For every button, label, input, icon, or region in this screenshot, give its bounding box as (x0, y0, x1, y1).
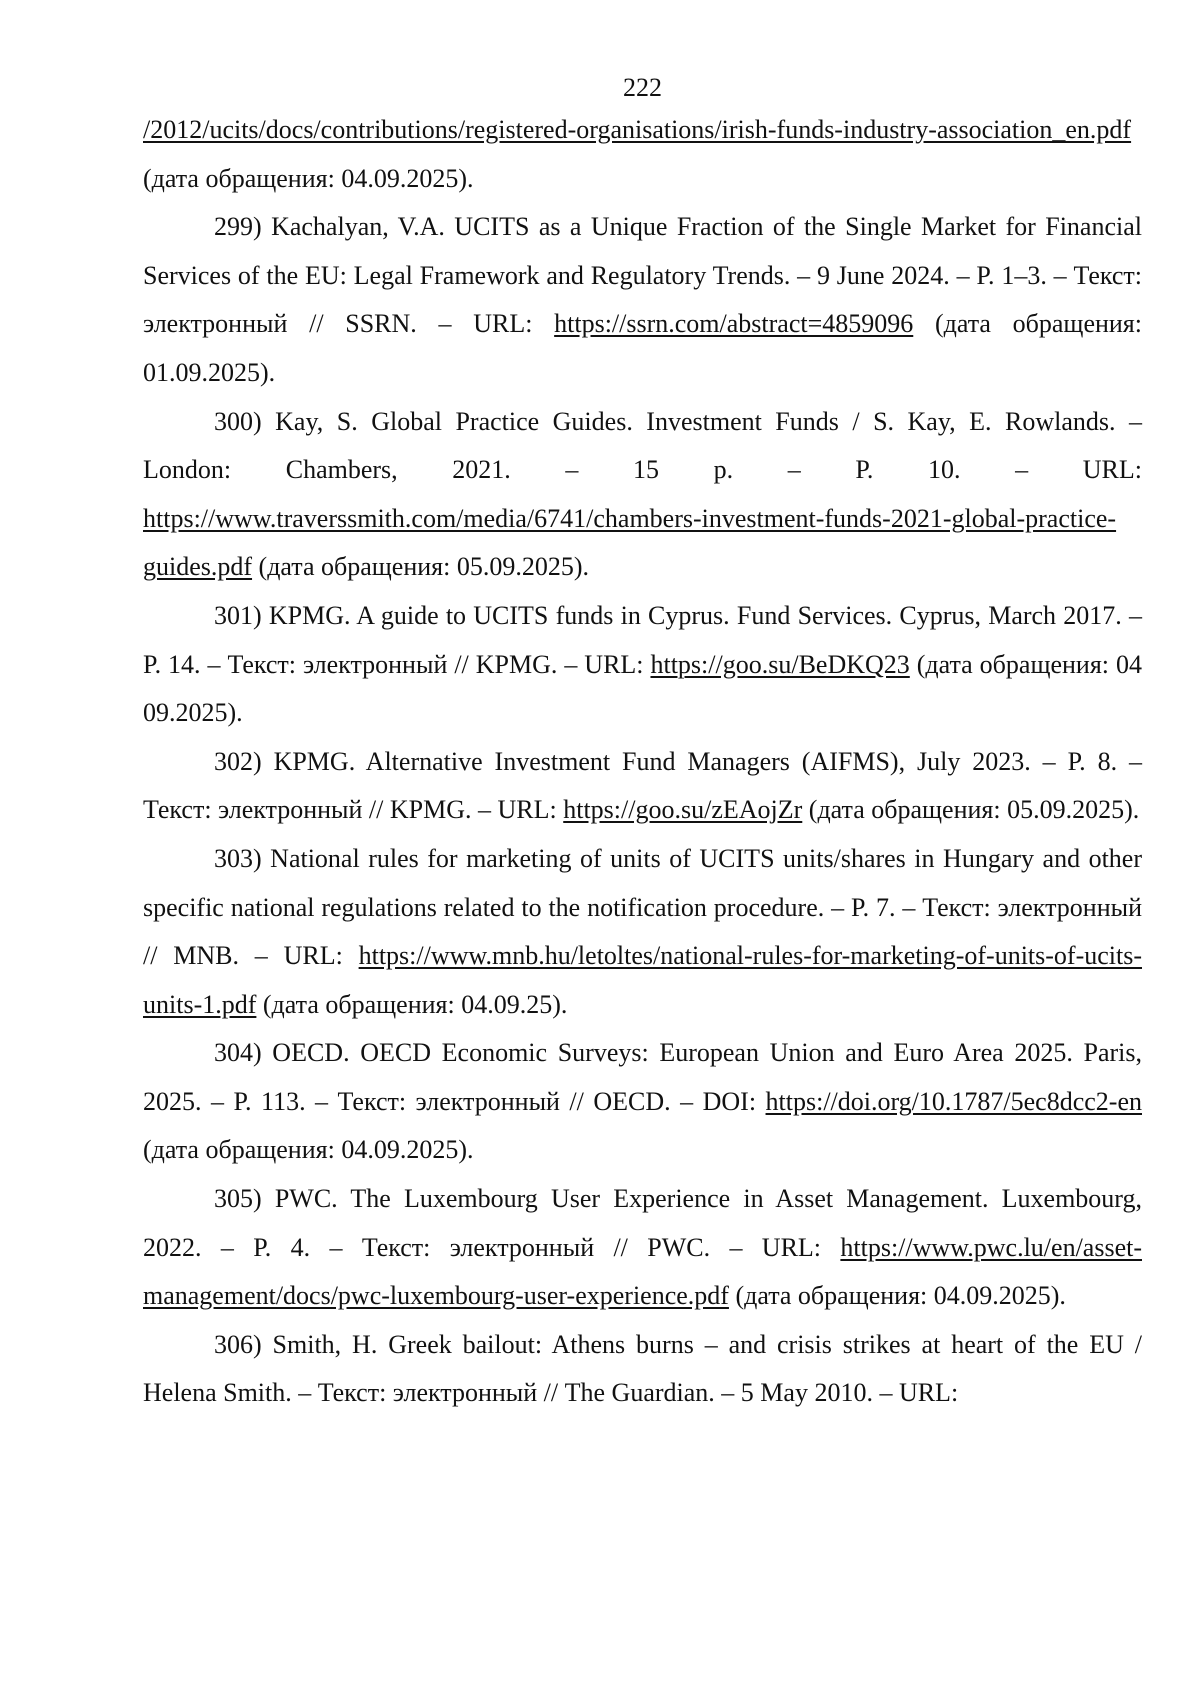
reference-text: (дата обращения: 01.09.2025). (143, 309, 1142, 387)
reference-text: (дата обращения: 04.09.2025). (143, 163, 474, 193)
reference-text: 305) PWC. The Luxembourg User Experience in Asset Management. Luxembourg, 2022. – P. 4. – Текст: электронный // PWC. – URL: (143, 1184, 1142, 1262)
reference-text: 301) KPMG. A guide to UCITS funds in Cyprus. Fund Services. Cyprus, March 2017. – P. 14. – Текст: электронный // KPMG. – URL: (143, 600, 1142, 679)
reference-link[interactable]: https://ssrn.com/abstract=4859096 (554, 309, 914, 339)
reference-link[interactable]: https://goo.su/BeDKQ23 (650, 649, 910, 679)
reference-entry (143, 1175, 1142, 1321)
reference-text: (дата обращения: 04.09.2025). (143, 1135, 474, 1165)
reference-text: 299) Kachalyan, V.A. UCITS as a Unique Fraction of the Single Market for Financial Services of the EU: Legal Framework and Regulatory Trends. – 9 June 2024. – P. 1–3. – Текст: электронный // SSRN. – URL: (143, 212, 1142, 339)
reference-link[interactable]: /2012/ucits/docs/contributions/registered-organisations/irish-funds-industry-association_en.pdf (143, 115, 1132, 144)
reference-text: 303) National rules for marketing of units of UCITS units/shares in Hungary and other specific national regulations related to the notification procedure. – P. 7. – Текст: электронный // MNB. – URL: (143, 843, 1142, 971)
reference-entry (143, 835, 1142, 1029)
reference-link[interactable]: https://doi.org/10.1787/5ec8dcc2-en (765, 1086, 1142, 1116)
reference-link[interactable]: https://goo.su/zEAojZr (563, 795, 803, 825)
reference-text: (дата обращения: 05.09.2025). (252, 552, 590, 582)
reference-continuation (143, 106, 1142, 203)
reference-list (143, 106, 1142, 1418)
reference-link[interactable]: https://www.pwc.lu/en/asset-management/docs/pwc-luxembourg-user-experience.pdf (143, 1232, 1142, 1311)
reference-text: (дата обращения: 05.09.2025). (802, 795, 1140, 825)
reference-text: 304) OECD. OECD Economic Surveys: European Union and Euro Area 2025. Paris, 2025. – P. 113. – Текст: электронный // OECD. – DOI: (143, 1038, 1142, 1116)
page-number: 222 (623, 73, 662, 102)
reference-entry (143, 398, 1142, 592)
reference-text: 306) Smith, H. Greek bailout: Athens burns – and crisis strikes at heart of the EU / Helena Smith. – Текст: электронный // The Guardian. – 5 May 2010. – URL: (143, 1329, 1142, 1408)
reference-text: (дата обращения: 04 09.2025). (143, 649, 1142, 728)
reference-link[interactable]: https://www.mnb.hu/letoltes/national-rules-for-marketing-of-units-of-ucits-units-1.pdf (143, 941, 1142, 1019)
reference-text: 302) KPMG. Alternative Investment Fund Managers (AIFMS), July 2023. – P. 8. – Текст: электронный // KPMG. – URL: (143, 746, 1142, 825)
reference-entry (143, 203, 1142, 397)
reference-entry (143, 1321, 1142, 1418)
reference-text: 300) Kay, S. Global Practice Guides. Investment Funds / S. Kay, E. Rowlands. – London: Chambers, 2021. – 15 p. – P. 10. – URL: (143, 406, 1142, 485)
reference-text: (дата обращения: 04.09.25). (256, 989, 568, 1019)
reference-entry (143, 1029, 1142, 1175)
reference-entry (143, 738, 1142, 835)
reference-entry (143, 592, 1142, 738)
reference-link[interactable]: https://www.traverssmith.com/media/6741/chambers-investment-funds-2021-global-practice-guides.pdf (143, 503, 1117, 582)
reference-text: (дата обращения: 04.09.2025). (728, 1281, 1066, 1311)
